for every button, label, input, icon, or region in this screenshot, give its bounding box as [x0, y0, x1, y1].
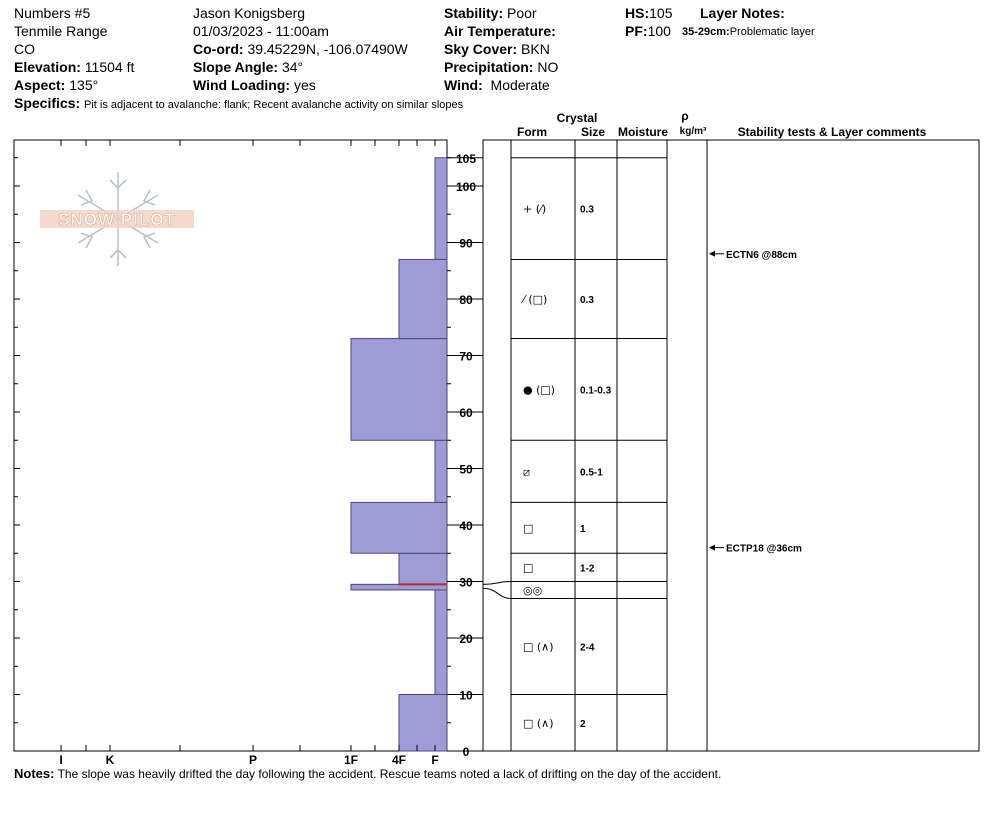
hardness-bar-1: [435, 587, 447, 694]
coord-value: 39.45229N, -106.07490W: [247, 41, 408, 57]
layer-size-2: 0.1-0.3: [580, 385, 612, 397]
layer-form-2: ● (□): [523, 383, 556, 397]
wind-loading-value: yes: [293, 77, 316, 93]
hardness-bar-7: [399, 259, 447, 338]
depth-label-100: 100: [455, 180, 477, 194]
sky-label: Sky Cover:: [444, 41, 518, 57]
layer-notes-label: Layer Notes:: [700, 5, 785, 21]
test-label-1: ECTP18 @36cm: [726, 543, 802, 555]
hardness-bar-6: [351, 339, 447, 441]
wind-value: Moderate: [490, 77, 550, 93]
depth-label-90: 90: [459, 236, 473, 251]
form-header: Form: [517, 125, 547, 139]
test-arrow-head-1: [709, 545, 715, 551]
depth-label-30: 30: [459, 575, 473, 590]
layer-note-text: Problematic layer: [729, 26, 815, 38]
depth-label-70: 70: [459, 349, 473, 364]
hardness-bar-8: [435, 158, 447, 260]
hardness-label-1F: 1F: [343, 753, 359, 767]
hardness-label-4F: 4F: [391, 753, 407, 767]
crystal-header: Crystal: [556, 111, 598, 125]
hardness-label-I: I: [59, 753, 63, 767]
slope-label: Slope Angle:: [193, 59, 279, 75]
layer-form-7: □ (∧): [523, 640, 554, 654]
sky-value: BKN: [521, 41, 550, 57]
elevation-label: Elevation:: [14, 59, 81, 75]
depth-label-80: 80: [459, 293, 473, 307]
specifics-value: Pit is adjacent to avalanche: flank; Recent avalanche activity on similar slopes: [84, 99, 464, 111]
aspect-value: 135°: [69, 77, 99, 93]
layer-form-3: ⧄: [523, 465, 530, 479]
depth-label-0: 0: [462, 745, 470, 759]
hs-label: HS:: [625, 5, 650, 21]
stability-tests: [709, 250, 802, 555]
layer-size-4: 1: [580, 523, 586, 535]
logo-text: SNOW PILOT: [58, 210, 176, 229]
hardness-bars: [351, 158, 447, 751]
stability-value: Poor: [507, 5, 537, 21]
datetime: 01/03/2023 - 11:00am: [193, 23, 329, 39]
depth-label-10: 10: [459, 688, 473, 703]
layer-form-8: □ (∧): [523, 716, 554, 730]
rho-header: ρ: [681, 109, 689, 123]
size-header: Size: [580, 125, 606, 139]
slope-value: 34°: [281, 59, 304, 75]
elevation-value: 11504 ft: [84, 59, 135, 75]
layer-size-0: 0.3: [580, 204, 594, 216]
depth-label-40: 40: [459, 519, 473, 533]
pf-label: PF:: [625, 23, 648, 39]
precip-label: Precipitation:: [444, 59, 534, 75]
layer-size-8: 2: [580, 718, 586, 730]
connector-top: [483, 582, 511, 585]
observer: Jason Konigsberg: [193, 5, 306, 21]
density-unit-header: kg/m³: [679, 126, 707, 137]
layer-form-4: □: [523, 521, 534, 535]
hardness-label-P: P: [248, 753, 258, 767]
hardness-bar-3: [399, 553, 447, 584]
hardness-label-K: K: [105, 753, 115, 767]
depth-label-50: 50: [459, 462, 473, 477]
stability-label: Stability:: [444, 5, 504, 21]
notes: [14, 766, 721, 781]
range: Tenmile Range: [14, 23, 108, 39]
wind-label: Wind:: [444, 77, 483, 93]
connector-bottom: [483, 588, 511, 598]
state: CO: [14, 41, 35, 57]
layer-form-6: ◎◎: [523, 583, 543, 597]
specifics-label: Specifics:: [14, 95, 81, 111]
hardness-panel-frame: [14, 140, 447, 751]
layer-size-1: 0.3: [580, 295, 594, 306]
layer-size-5: 1-2: [580, 563, 595, 575]
pit-name: Numbers #5: [14, 5, 91, 21]
wind-loading-label: Wind Loading:: [193, 77, 291, 93]
notes-label: Notes:: [14, 766, 55, 781]
hardness-bar-4: [351, 502, 447, 553]
pf-value: 100: [647, 23, 671, 39]
test-label-0: ECTN6 @88cm: [726, 249, 797, 261]
depth-label-60: 60: [459, 406, 473, 420]
hardness-axis: [59, 140, 438, 767]
precip-value: NO: [537, 59, 559, 75]
moisture-header: Moisture: [617, 125, 669, 139]
notes-text: The slope was heavily drifted the day following the accident. Rescue teams noted a lack of drifting on the day of the accident.: [57, 767, 722, 781]
depth-label-105: 105: [455, 151, 477, 166]
layer-size-3: 0.5-1: [580, 467, 603, 479]
layer-form-1: ⁄ (□): [523, 293, 548, 306]
stability-comments-header: Stability tests & Layer comments: [737, 125, 927, 139]
layer-table-frame: [483, 140, 979, 751]
depth-label-20: 20: [459, 632, 473, 646]
test-arrow-head-0: [709, 251, 715, 257]
aspect-label: Aspect:: [14, 77, 66, 93]
hardness-label-F: F: [431, 753, 439, 767]
layer-note-range: 35-29cm:: [682, 26, 730, 38]
air-temp-label: Air Temperature:: [444, 23, 556, 39]
coord-label: Co-ord:: [193, 41, 244, 57]
hs-value: 105: [649, 5, 673, 21]
layer-form-5: □: [523, 561, 534, 575]
layer-size-7: 2-4: [580, 642, 595, 654]
hardness-bar-5: [435, 440, 447, 502]
layer-form-0: + (⁄): [523, 202, 547, 216]
hardness-bar-0: [399, 695, 447, 752]
depth-axis: [447, 152, 483, 759]
